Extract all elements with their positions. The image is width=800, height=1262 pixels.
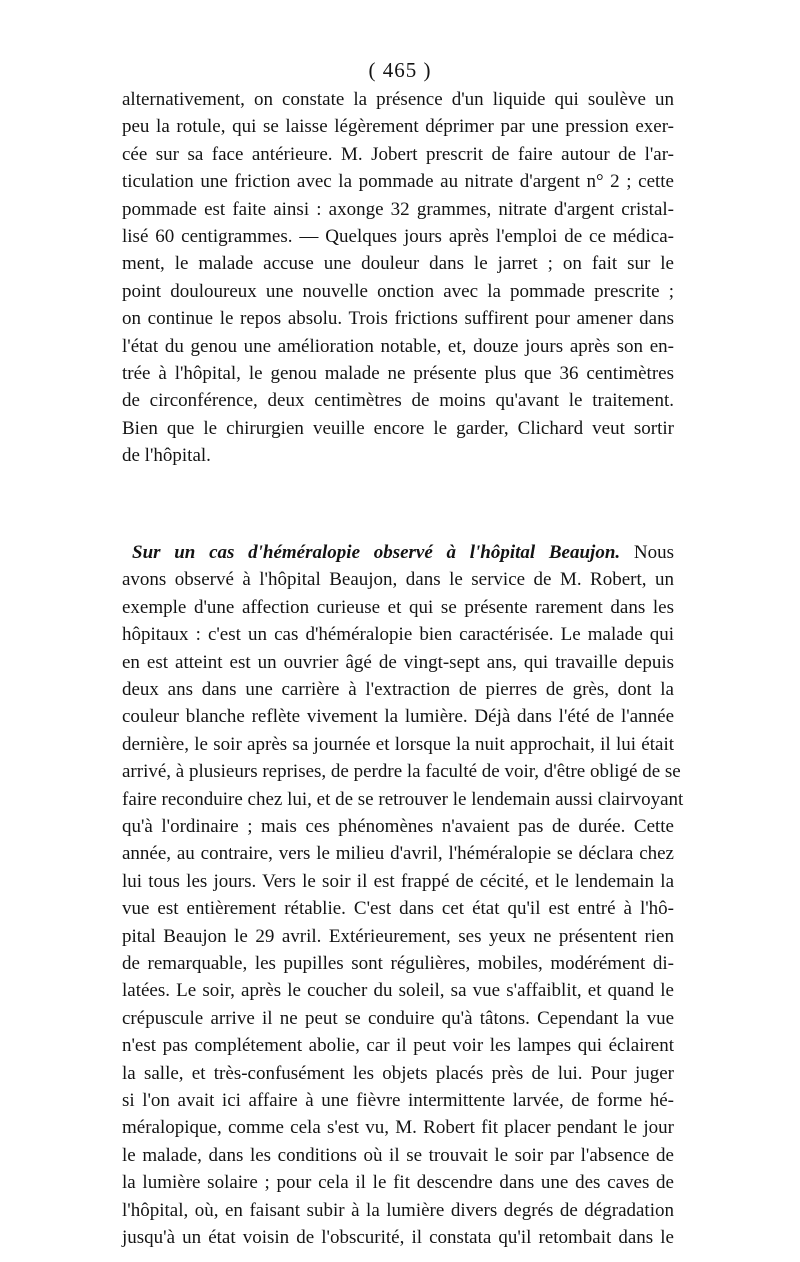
text-line: de l'hôpital. <box>122 445 211 467</box>
text-line: couleur blanche reflète vivement la lumière. Déjà dans l'été de l'année <box>122 706 674 728</box>
text-line: Bien que le chirurgien veuille encore le garder, Clichard veut sortir <box>122 417 674 439</box>
text-line: la lumière solaire ; pour cela il le fit descendre dans une des caves de <box>122 1172 674 1194</box>
text-line: l'hôpital, où, en faisant subir à la lumière divers degrés de dégradation <box>122 1199 674 1221</box>
text-line: si l'on avait ici affaire à une fièvre intermittente larvée, de forme hé- <box>122 1090 674 1111</box>
page-number: ( 465 ) <box>368 58 432 82</box>
text-line: le malade, dans les conditions où il se trouvait le soir par l'absence de <box>122 1144 674 1166</box>
text-line: ticulation une friction avec la pommade au nitrate d'argent n° 2 ; cette <box>122 171 674 193</box>
text-line: vue est entièrement rétablie. C'est dans cet état qu'il est entré à l'hô- <box>122 898 674 920</box>
section-heading-line <box>132 539 674 566</box>
text-line: lui tous les jours. Vers le soir il est frappé de cécité, et le lendemain la <box>122 870 674 892</box>
text-line: jusqu'à un état voisin de l'obscurité, il constata qu'il retombait dans le <box>122 1227 674 1248</box>
text-line: en est atteint est un ouvrier âgé de vingt-sept ans, qui travaille depuis <box>122 651 674 673</box>
text-line: deux ans dans une carrière à l'extraction de pierres de grès, dont la <box>122 679 674 700</box>
text-line: n'est pas complétement abolie, car il peut voir les lampes qui éclairent <box>122 1035 674 1057</box>
text-line: l'état du genou une amélioration notable, et, douze jours après son en- <box>122 335 674 357</box>
section-title-continuation: Nous <box>633 542 675 563</box>
text-line: lisé 60 centigrammes. — Quelques jours après l'emploi de ce médica- <box>122 226 674 247</box>
text-line: cée sur sa face antérieure. M. Jobert prescrit de faire autour de l'ar- <box>122 143 674 165</box>
text-line: peu la rotule, qui se laisse légèrement déprimer par une pression exer- <box>122 116 674 138</box>
text-line: arrivé, à plusieurs reprises, de perdre la faculté de voir, d'être obligé de se <box>122 761 681 783</box>
text-line: méralopique, comme cela s'est vu, M. Robert fit placer pendant le jour <box>122 1117 674 1139</box>
text-line: exemple d'une affection curieuse et qui se présente rarement dans les <box>122 596 674 618</box>
text-line: pommade est faite ainsi : axonge 32 grammes, nitrate d'argent cristal- <box>122 198 674 220</box>
section-title: Sur un cas d'héméralopie observé à l'hôpital Beaujon. <box>132 542 621 563</box>
text-line: hôpitaux : c'est un cas d'héméralopie bien caractérisée. Le malade qui <box>122 624 674 646</box>
text-line: qu'à l'ordinaire ; mais ces phénomènes n'avaient pas de durée. Cette <box>122 816 674 837</box>
text-line: dernière, le soir après sa journée et lorsque la nuit approchait, il lui était <box>122 733 674 755</box>
text-line: de remarquable, les pupilles sont régulières, mobiles, modérément di- <box>122 953 674 974</box>
text-line: point douloureux une nouvelle onction avec la pommade prescrite ; <box>122 280 674 302</box>
text-line: faire reconduire chez lui, et de se retrouver le lendemain aussi clairvoyant <box>122 788 684 810</box>
text-line: alternativement, on constate la présence d'un liquide qui soulève un <box>122 89 674 110</box>
text-line: la salle, et très-confusément les objets placés près de lui. Pour juger <box>122 1062 674 1084</box>
text-line: année, au contraire, vers le milieu d'avril, l'héméralopie se déclara chez <box>122 843 674 865</box>
text-line: trée à l'hôpital, le genou malade ne présente plus que 36 centimètres <box>122 363 674 384</box>
text-line: avons observé à l'hôpital Beaujon, dans le service de M. Robert, un <box>122 569 674 591</box>
text-line: ment, le malade accuse une douleur dans le jarret ; on fait sur le <box>122 253 674 275</box>
text-line: on continue le repos absolu. Trois frictions suffirent pour amener dans <box>122 308 674 330</box>
text-line: pital Beaujon le 29 avril. Extérieurement, ses yeux ne présentent rien <box>122 925 674 947</box>
text-line: de circonférence, deux centimètres de moins qu'avant le traitement. <box>122 390 674 412</box>
text-line: crépuscule arrive il ne peut se conduire qu'à tâtons. Cependant la vue <box>122 1007 674 1029</box>
text-line: latées. Le soir, après le coucher du soleil, sa vue s'affaiblit, et quand le <box>122 980 674 1002</box>
